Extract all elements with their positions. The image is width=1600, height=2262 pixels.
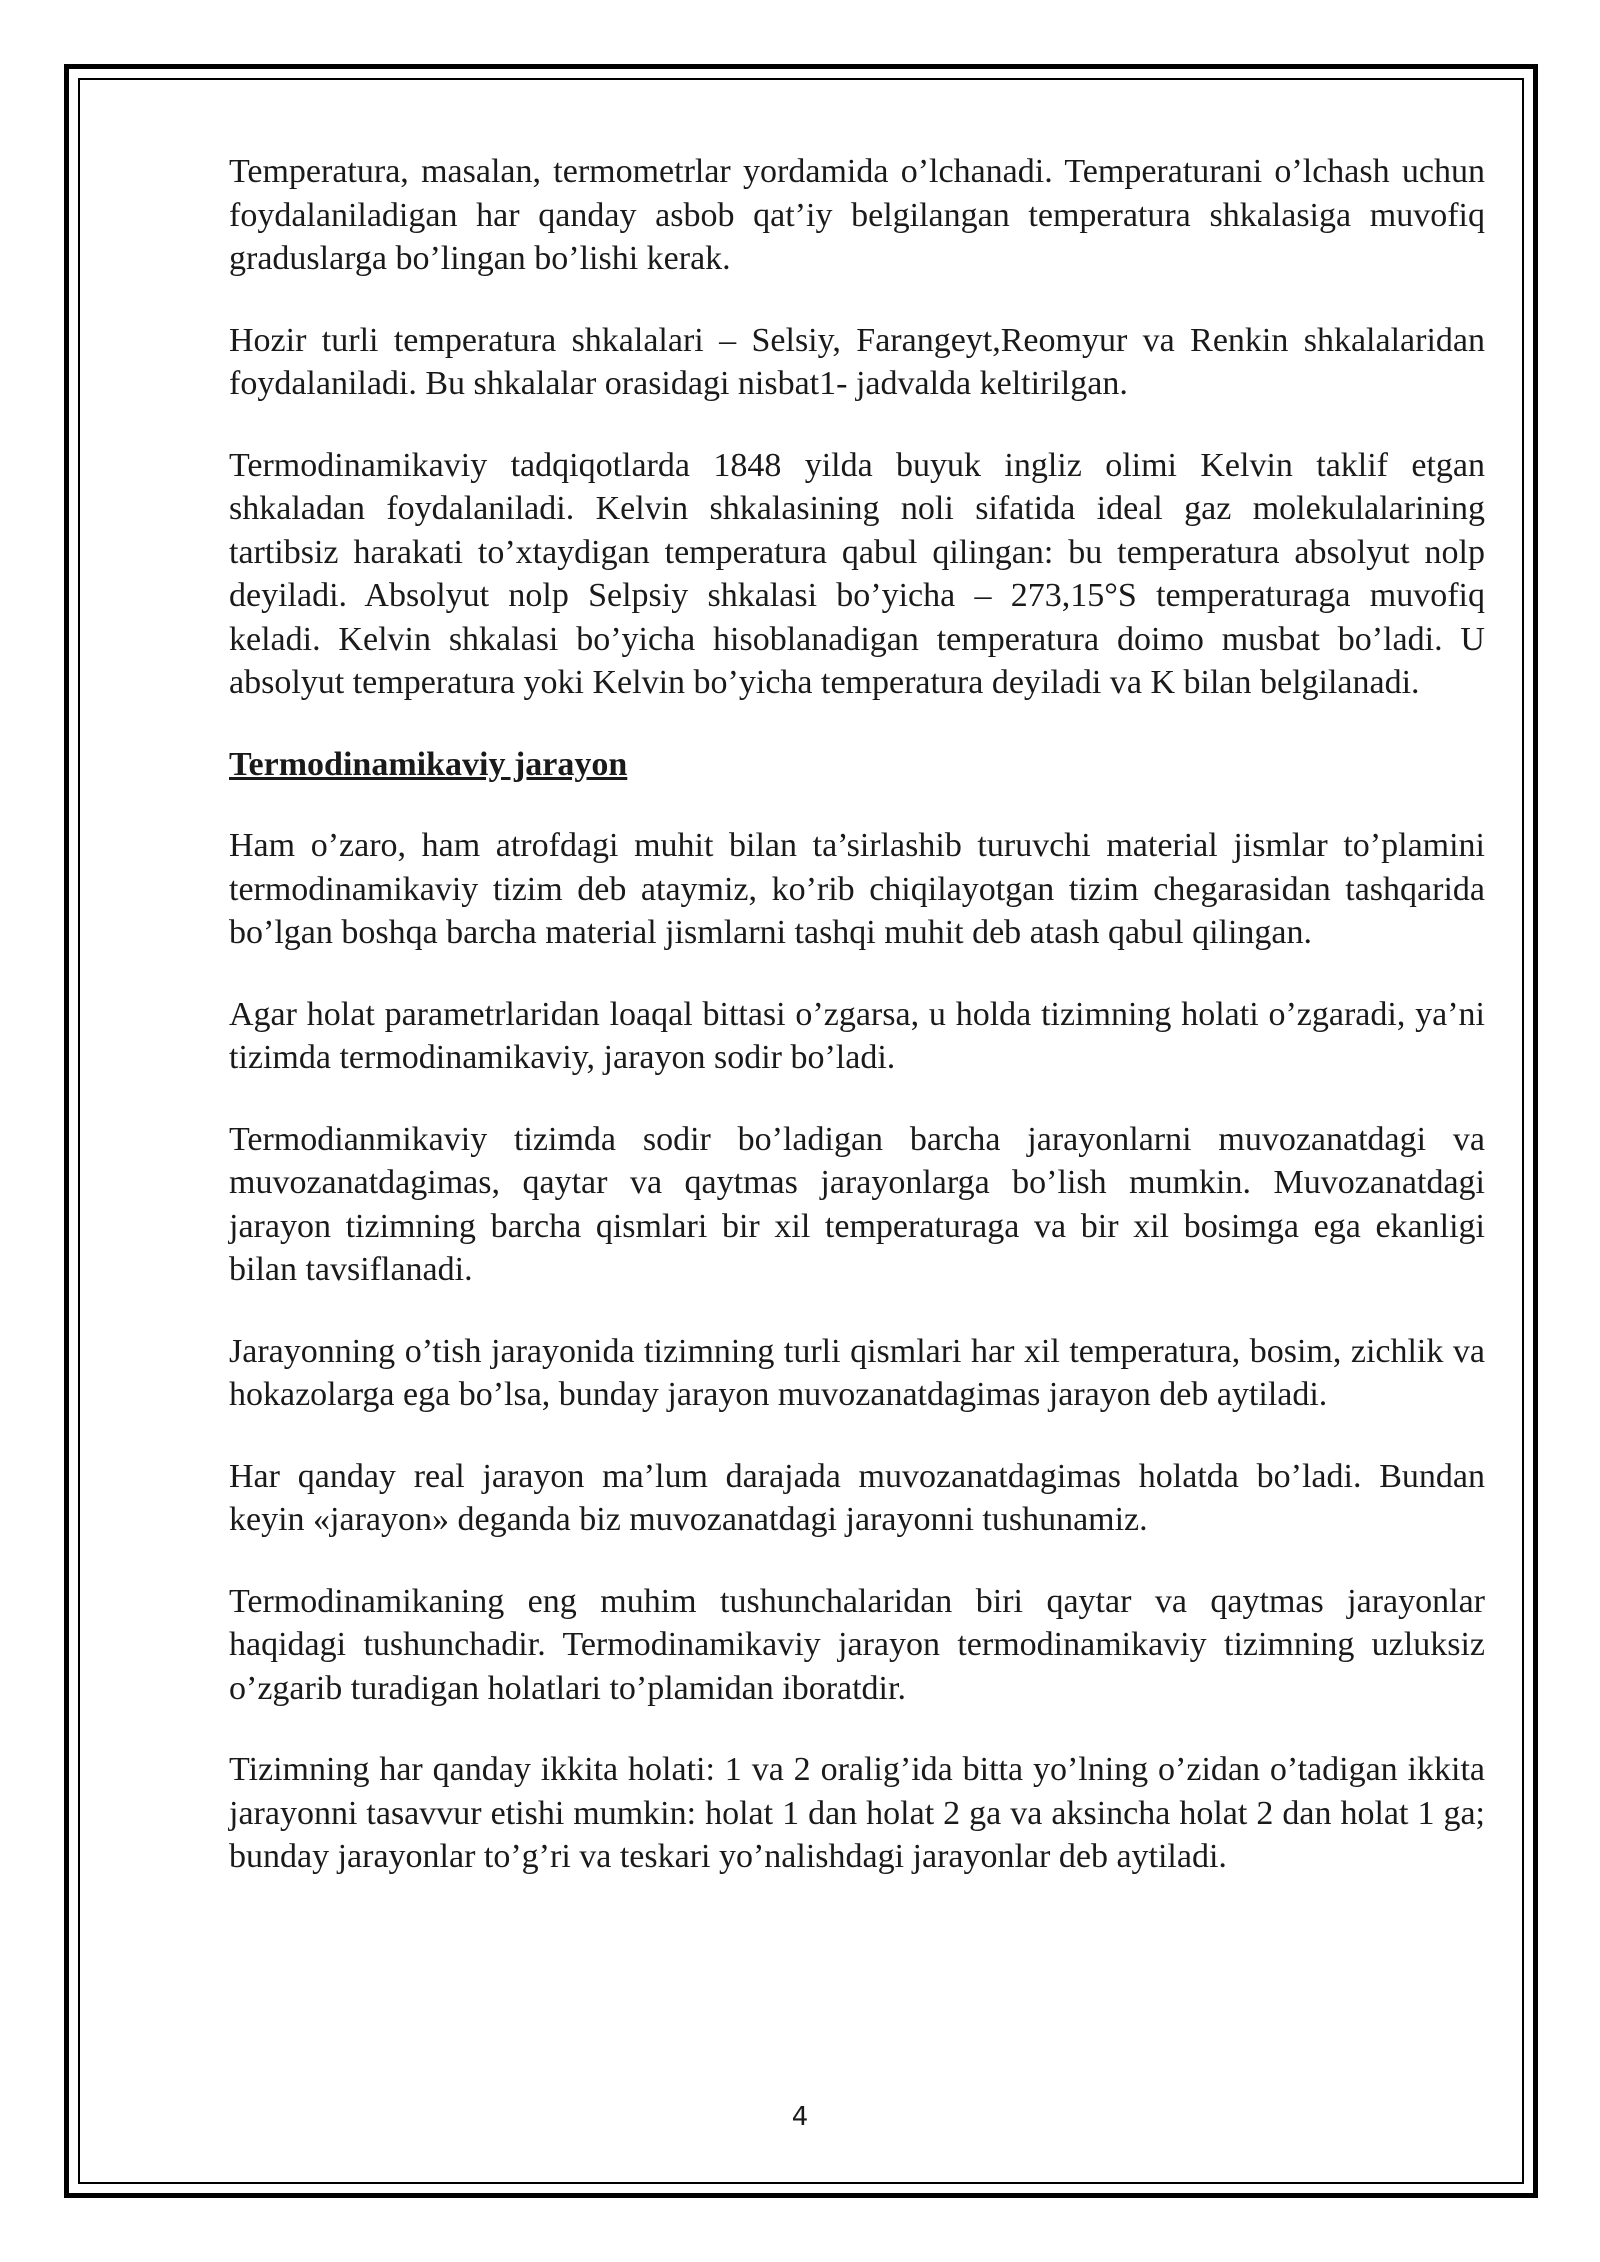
paragraph: Jarayonning o’tish jarayonida tizimning turli qismlari har xil temperatura, bosim, zichlik va hokazolarga ega bo’lsa, bunday jarayon muvozanatdagimas jarayon deb aytiladi.: [229, 1332, 1485, 1413]
paragraph: Ham o’zaro, ham atrofdagi muhit bilan ta’sirlashib turuvchi material jismlar to’plamini termodinamikaviy tizim deb ataymiz, ko’rib chiqilayotgan tizim chegarasidan tashqarida bo’lgan boshqa barcha material jismlarni tashqi muhit deb atash qabul qilingan.: [229, 827, 1485, 951]
paragraph: Termodianmikaviy tizimda sodir bo’ladigan barcha jarayonlarni muvozanatdagi va muvozanatdagimas, qaytar va qaytmas jarayonlarga bo’lish mumkin. Muvozanatdagi jarayon tizimning barcha qismlari bir xil temperaturaga va bir xil bosimga ega ekanligi bilan tavsiflanadi.: [229, 1120, 1485, 1288]
paragraph: Temperatura, masalan, termometrlar yordamida o’lchanadi. Temperaturani o’lchash uchun foydalaniladigan har qanday asbob qat’iy belgilangan temperatura shkalasiga muvofiq graduslarga bo’lingan bo’lishi kerak.: [229, 153, 1485, 277]
paragraph: Tizimning har qanday ikkita holati: 1 va 2 oralig’ida bitta yo’lning o’zidan o’tadigan ikkita jarayonni tasavvur etishi mumkin: holat 1 dan holat 2 ga va aksincha holat 2 dan holat 1 ga; bunday jarayonlar to’g’ri va teskari yo’nalishdagi jarayonlar deb aytiladi.: [229, 1751, 1485, 1875]
paragraph: Har qanday real jarayon ma’lum darajada muvozanatdagimas holatda bo’ladi. Bundan keyin «jarayon» deganda biz muvozanatdagi jarayonni tushunamiz.: [229, 1457, 1485, 1538]
page-number: 4: [791, 2102, 809, 2132]
document-body: [229, 150, 1485, 1917]
section-heading: Termodinamikaviy jarayon: [229, 745, 628, 783]
paragraph: Termodinamikaning eng muhim tushunchalaridan biri qaytar va qaytmas jarayonlar haqidagi tushunchadir. Termodinamikaviy jarayon termodinamikaviy tizimning uzluksiz o’zgarib turadigan holatlari to’plamidan iboratdir.: [229, 1582, 1485, 1707]
paragraph: Agar holat parametrlaridan loaqal bittasi o’zgarsa, u holda tizimning holati o’zgaradi, ya’ni tizimda termodinamikaviy, jarayon sodir bo’ladi.: [229, 995, 1485, 1076]
paragraph: Termodinamikaviy tadqiqotlarda 1848 yilda buyuk ingliz olimi Kelvin taklif etgan shkaladan foydalaniladi. Kelvin shkalasining noli sifatida ideal gaz molekulalarining tartibsiz harakati to’xtaydigan temperatura qabul qilingan: bu temperatura absolyut nolp deyiladi. Absolyut nolp Selpsiy shkalasi bo’yicha – 273,15°S temperaturaga muvofiq keladi. Kelvin shkalasi bo’yicha hisoblanadigan temperatura doimo musbat bo’ladi. U absolyut temperatura yoki Kelvin bo’yicha temperatura deyiladi va K bilan belgilanadi.: [229, 446, 1485, 701]
paragraph: Hozir turli temperatura shkalalari – Selsiy, Farangeyt,Reomyur va Renkin shkalalaridan foydalaniladi. Bu shkalalar orasidagi nisbat1- jadvalda keltirilgan.: [229, 321, 1485, 402]
